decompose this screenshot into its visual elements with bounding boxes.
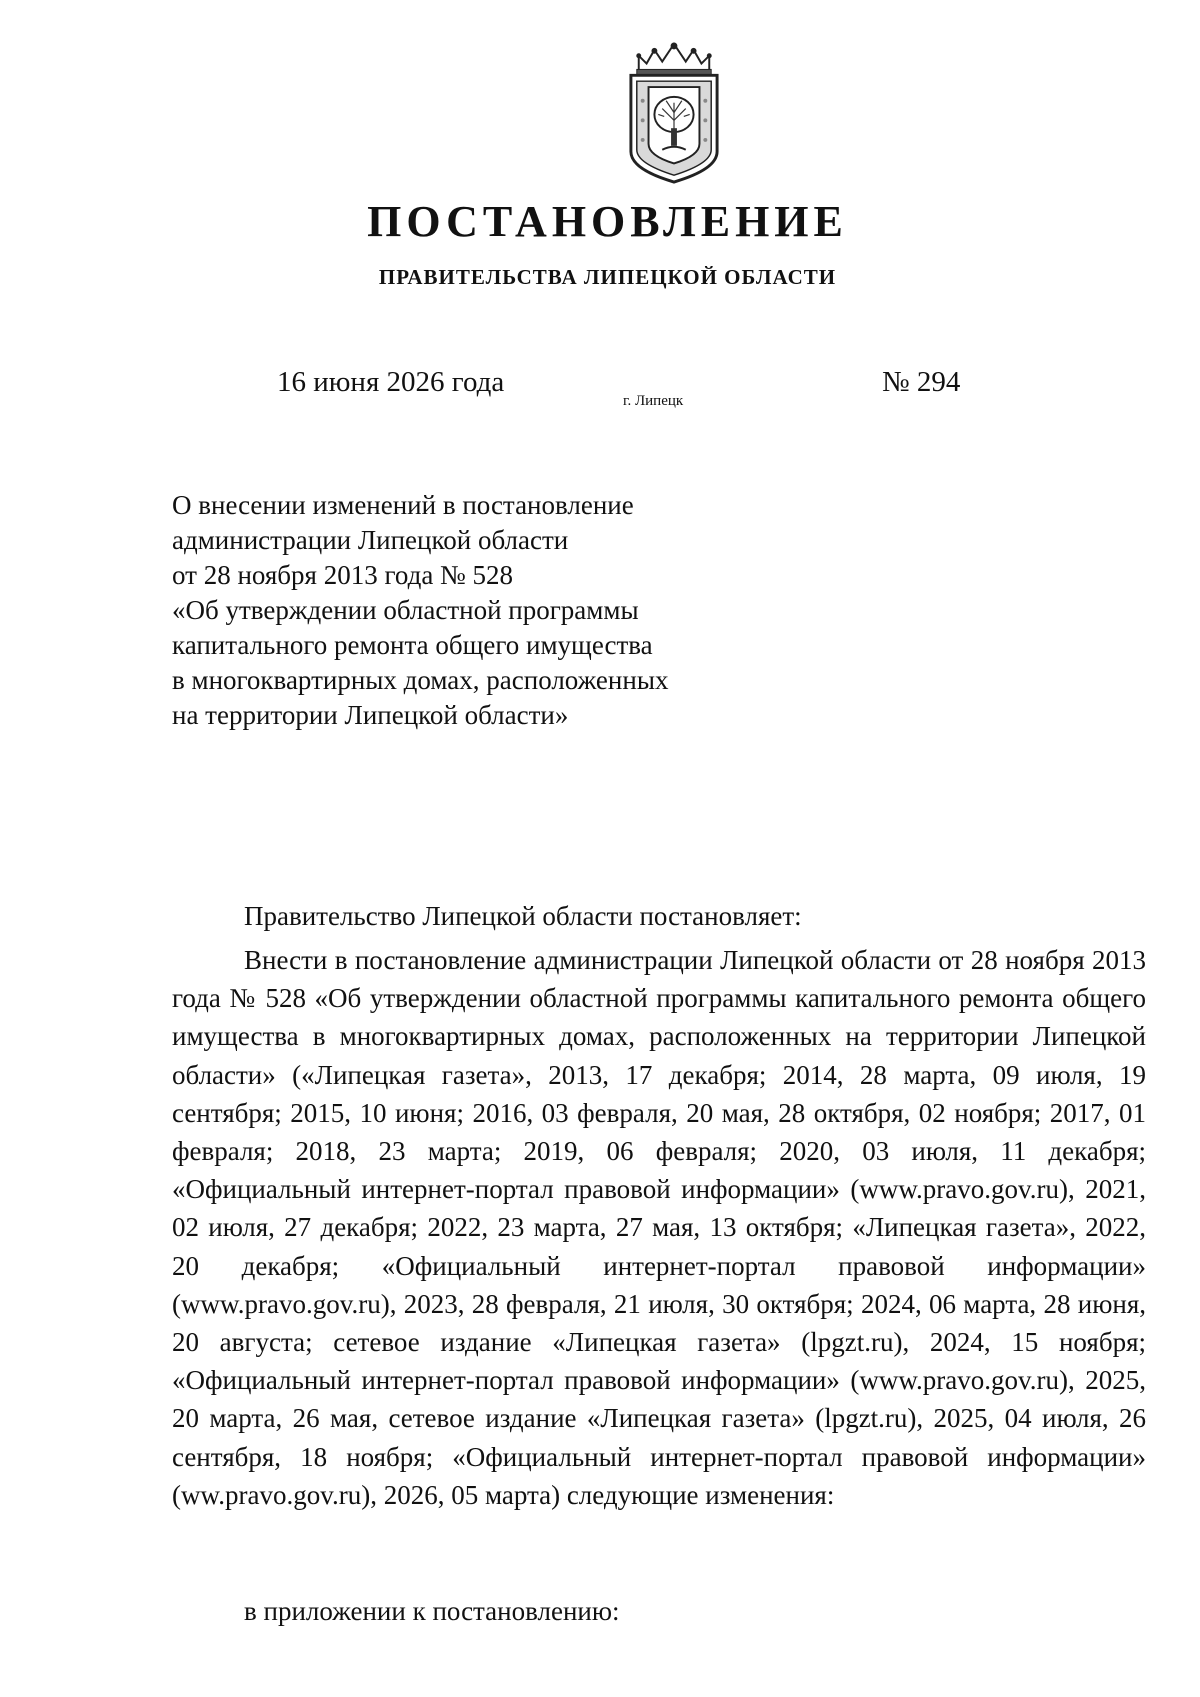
document-issuer: ПРАВИТЕЛЬСТВА ЛИПЕЦКОЙ ОБЛАСТИ <box>378 265 837 289</box>
body-paragraph: Внести в постановление администрации Липецкой области от 28 ноября 2013 года № 528 «Об утверждении областной программы капитального ремонта общего имущества в многоквартирных домах, расположенных на территории Липецкой области» («Липецкая газета», 2013, 17 декабря; 2014, 28 марта, 09 июля, 19 сентября; 2015, 10 июня; 2016, 03 февраля, 20 мая, 28 октября, 02 ноября; 2017, 01 февраля; 2018, 23 марта; 2019, 06 февраля; 2020, 03 июля, 11 декабря; «Официальный интернет-портал правовой информации» (www.pravo.gov.ru), 2021, 02 июля, 27 декабря; 2022, 23 марта, 27 мая, 13 октября; «Липецкая газета», 2022, 20 декабря; «Официальный интернет-портал правовой информации» (www.pravo.gov.ru), 2023, 28 февраля, 21 июля, 30 октября; 2024, 06 марта, 28 июня, 20 августа; сетевое издание «Липецкая газета» (lpgzt.ru), 2024, 15 ноября; «Официальный интернет-портал правовой информации» (www.pravo.gov.ru), 2025, 20 марта, 26 мая, сетевое издание «Липецкая газета» (lpgzt.ru), 2025, 04 июля, 26 сентября, 18 ноября; «Официальный интернет-портал правовой информации» (ww.pravo.gov.ru), 2026, 05 марта) следующие изменения: <box>172 945 1146 1510</box>
subject-line: «Об утверждении областной программы <box>172 595 639 625</box>
subject-line: капитального ремонта общего имущества <box>172 630 653 660</box>
document-city: г. Липецк <box>623 393 684 409</box>
document-title: ПОСТАНОВЛЕНИЕ <box>367 197 848 246</box>
subject-line: на территории Липецкой области» <box>172 700 569 730</box>
subject-line: администрации Липецкой области <box>172 525 569 555</box>
subject-line: от 28 ноября 2013 года № 528 <box>172 560 514 590</box>
document-subject <box>172 488 668 733</box>
subject-line: в многоквартирных домах, расположенных <box>172 665 669 695</box>
subject-line: О внесении изменений в постановление <box>172 490 634 520</box>
document-date: 16 июня 2026 года <box>277 366 505 398</box>
coat-of-arms-icon <box>625 42 723 184</box>
preamble-text: Правительство Липецкой области постановляет: <box>244 901 802 931</box>
document-number: № 294 <box>882 366 961 398</box>
appendix-line: в приложении к постановлению: <box>244 1596 620 1626</box>
